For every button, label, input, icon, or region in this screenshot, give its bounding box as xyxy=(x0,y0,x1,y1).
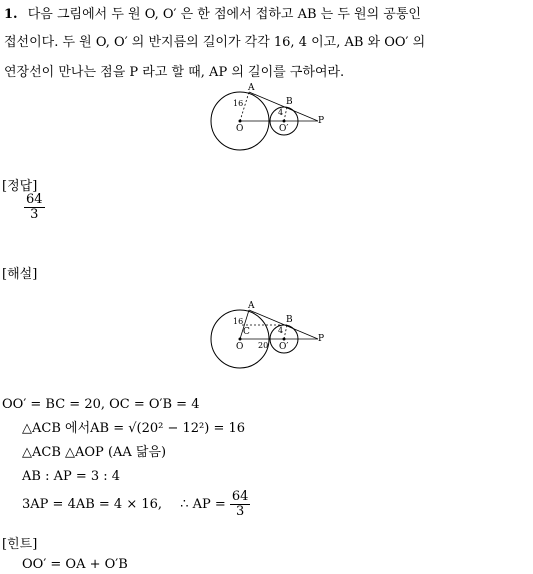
label-p: P xyxy=(318,116,325,126)
point-o-prime xyxy=(283,120,286,123)
label-b: B xyxy=(286,315,293,325)
label-o: O xyxy=(236,342,244,352)
problem-line-3: 연장선이 만나는 점을 P 라고 할 때, AP 의 길이를 구하여라. xyxy=(4,65,345,80)
problem-line-2: 접선이다. 두 원 O, O′ 의 반지름의 길이가 각각 16, 4 이고, AB 와 OO′ 의 xyxy=(4,35,426,50)
hint-line-1: OO′ = OA + O′B xyxy=(22,557,128,572)
problem-line-1 xyxy=(4,6,421,24)
label-o: O xyxy=(236,124,244,134)
answer-heading: [정답] xyxy=(2,179,38,194)
solution-line-5a: 3AP = 4AB = 4 × 16, xyxy=(22,497,163,512)
label-r1: 16 xyxy=(233,99,244,108)
answer-denominator: 3 xyxy=(30,207,39,222)
label-r2: 4 xyxy=(278,326,284,335)
solution-denominator: 3 xyxy=(236,504,245,519)
solution-fraction xyxy=(230,490,251,519)
problem-text-1: 다음 그림에서 두 원 O, O′ 은 한 점에서 접하고 AB 는 두 원의 공통인 xyxy=(27,7,421,22)
solution-line-2: △ACB 에서AB = √(20² − 12²) = 16 xyxy=(22,421,246,436)
label-d: 20 xyxy=(258,341,269,350)
label-o-prime: O′ xyxy=(279,124,289,134)
label-p: P xyxy=(318,334,325,344)
solution-numerator: 64 xyxy=(231,489,249,504)
hint-heading: [힌트] xyxy=(2,537,38,552)
solution-figure xyxy=(205,300,335,370)
radius-o-prime-b xyxy=(284,107,287,121)
solution-line-3: △ACB △AOP (AA 닮음) xyxy=(22,445,167,460)
problem-number: 1. xyxy=(4,7,18,22)
answer-numerator: 64 xyxy=(26,192,43,207)
solution-line-5 xyxy=(22,487,250,523)
label-r2: 4 xyxy=(278,108,284,117)
solution-line-4: AB : AP = 3 : 4 xyxy=(22,469,121,484)
point-o xyxy=(239,120,242,123)
tangent-ap xyxy=(249,92,318,121)
label-r1: 16 xyxy=(233,317,244,326)
label-o-prime: O′ xyxy=(279,342,289,352)
label-b: B xyxy=(286,97,293,107)
solution-line-1: OO′ = BC = 20, OC = O′B = 4 xyxy=(2,397,200,412)
radius-o-prime-b xyxy=(284,325,287,339)
point-o-prime xyxy=(283,338,286,341)
answer-fraction xyxy=(24,193,45,222)
tangent-ap xyxy=(249,310,318,339)
solution-line-5b: ∴ AP = xyxy=(180,497,226,512)
solution-heading: [해설] xyxy=(2,267,38,282)
label-a: A xyxy=(248,83,255,93)
problem-figure xyxy=(205,82,335,152)
label-a: A xyxy=(248,301,255,311)
point-o xyxy=(239,338,242,341)
label-c: C xyxy=(243,327,250,337)
